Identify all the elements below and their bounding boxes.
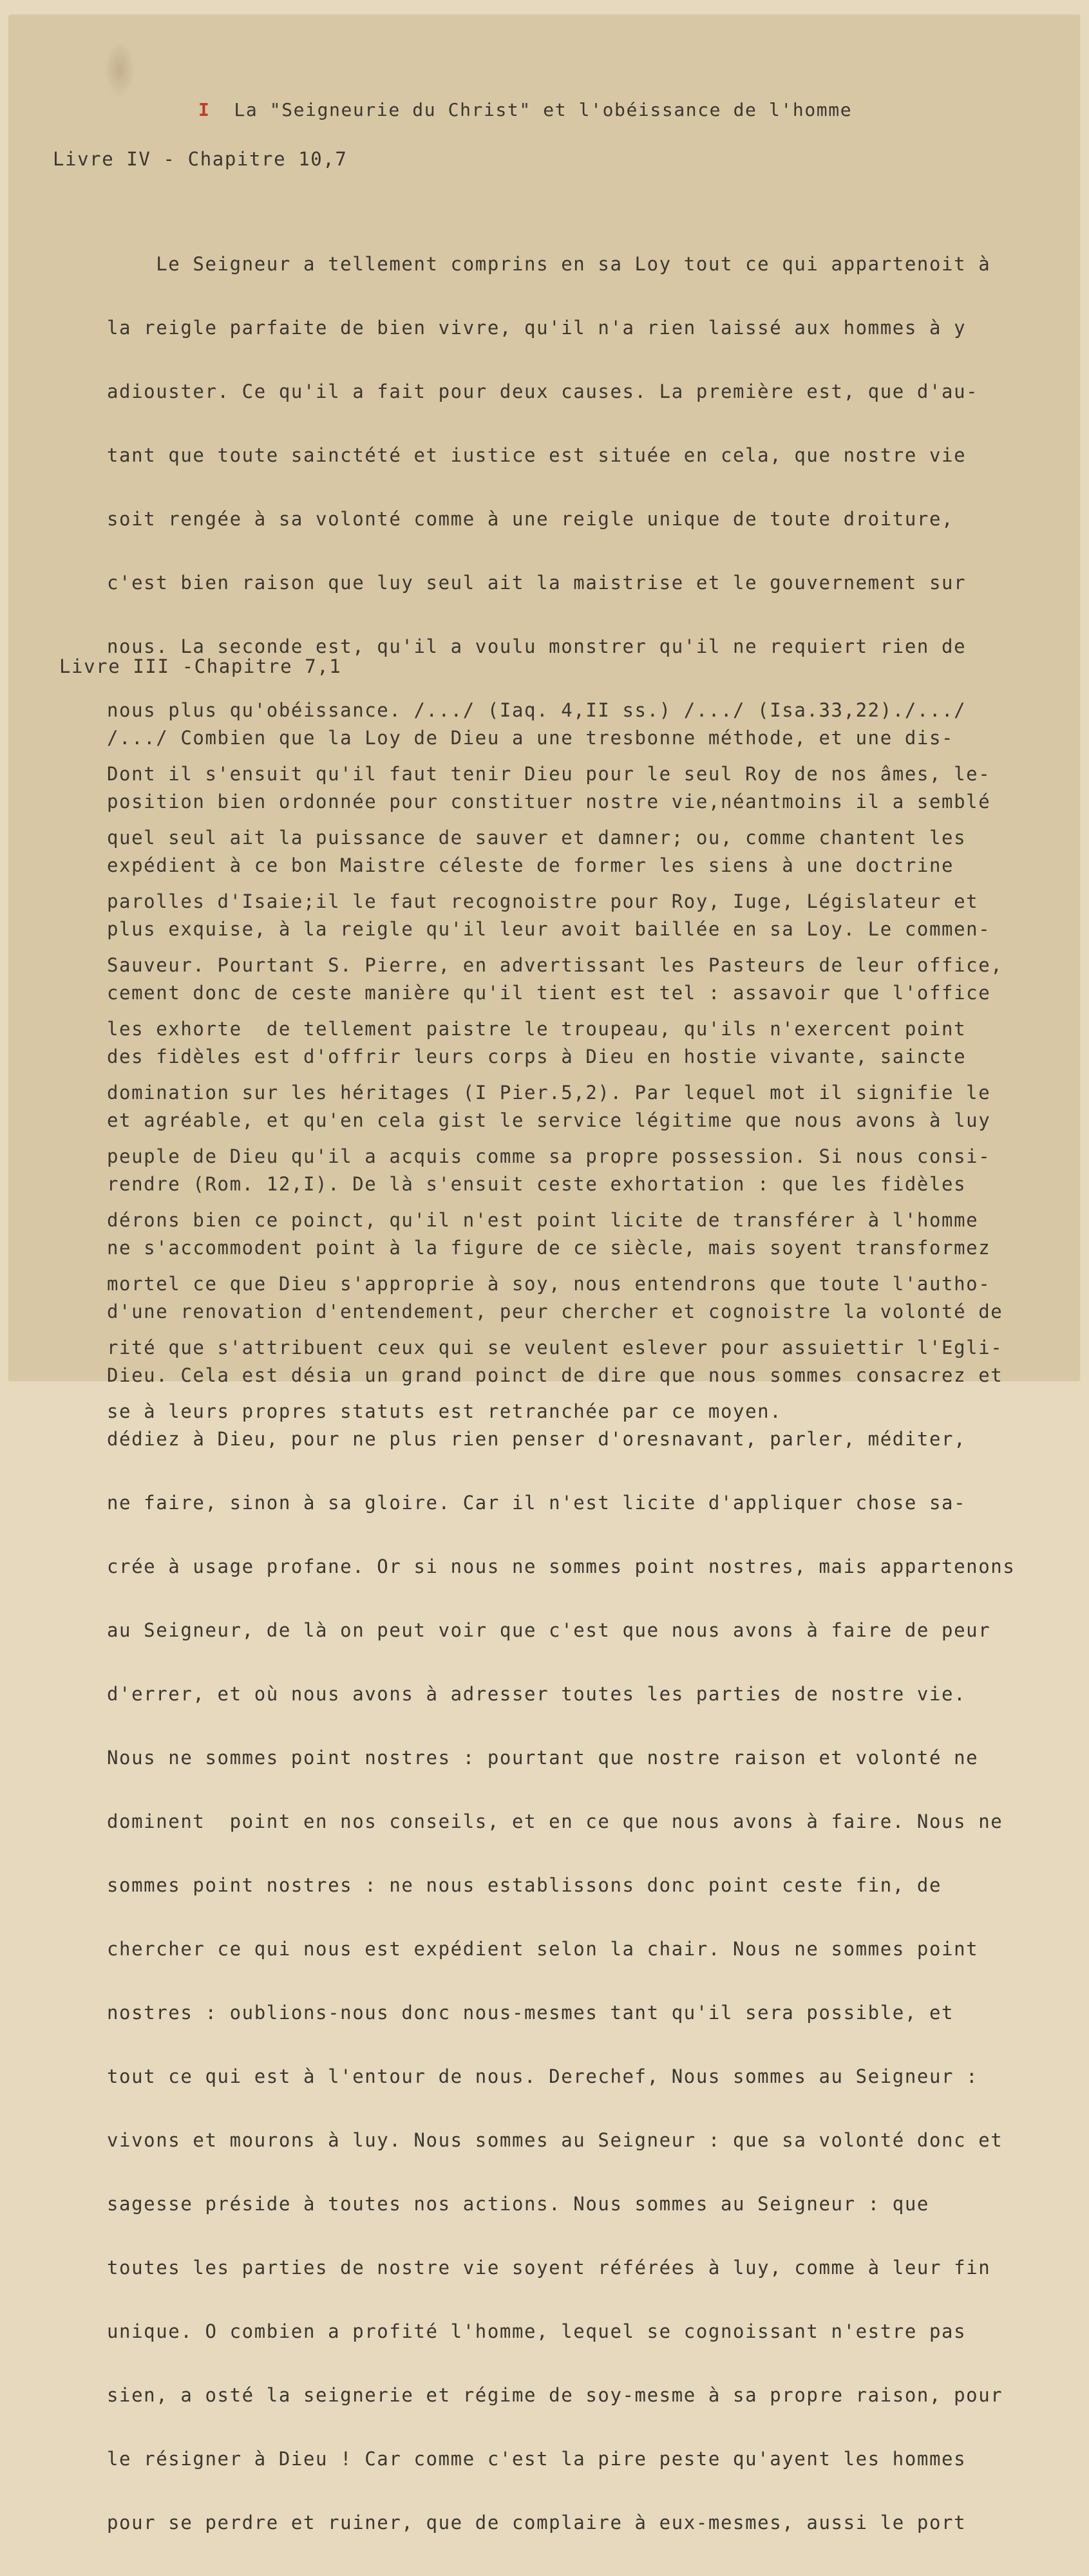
text-line: cement donc de ceste manière qu'il tient est tel : assavoir que l'office	[107, 982, 991, 1004]
text-line: dédiez à Dieu, pour ne plus rien penser d'oresnavant, parler, méditer,	[107, 1428, 967, 1450]
text-line: peuple de Dieu qu'il a acquis comme sa propre possession. Si nous consi-	[107, 1145, 991, 1167]
text-line: Nous ne sommes point nostres : pourtant que nostre raison et volonté ne	[107, 1747, 979, 1769]
text-line: sommes point nostres : ne nous establissons donc point ceste fin, de	[107, 1874, 942, 1896]
section-heading-2: Livre III -Chapitre 7,1	[59, 655, 342, 677]
text-line: plus exquise, à la reigle qu'il leur avoit baillée en sa Loy. Le commen-	[107, 918, 991, 940]
text-line: position bien ordonnée pour constituer nostre vie,néantmoins il a semblé	[107, 791, 991, 813]
text-line: tant que toute sainctété et iustice est située en cela, que nostre vie	[107, 444, 967, 466]
text-line: d'errer, et où nous avons à adresser toutes les parties de nostre vie.	[107, 1683, 967, 1705]
text-line: des fidèles est d'offrir leurs corps à Dieu en hostie vivante, saincte	[107, 1046, 967, 1067]
text-line: nous plus qu'obéissance. /.../ (Iaq. 4,II ss.) /.../ (Isa.33,22)./.../	[107, 699, 967, 721]
page-title	[198, 99, 852, 120]
text-line: tout ce qui est à l'entour de nous. Derechef, Nous sommes au Seigneur :	[107, 2065, 979, 2087]
text-line: /.../ Combien que la Loy de Dieu a une tresbonne méthode, et une dis-	[107, 727, 954, 749]
text-line: Dont il s'ensuit qu'il faut tenir Dieu pour le seul Roy de nos âmes, le-	[107, 763, 991, 785]
text-line: nostres : oublions-nous donc nous-mesmes tant qu'il sera possible, et	[107, 2002, 954, 2024]
text-line: dérons bien ce poinct, qu'il n'est point licite de transférer à l'homme	[107, 1209, 979, 1231]
text-line: domination sur les héritages (I Pier.5,2). Par lequel mot il signifie le	[107, 1082, 991, 1104]
text-line: toutes les parties de nostre vie soyent référées à luy, comme à leur fin	[107, 2257, 991, 2279]
text-line: crée à usage profane. Or si nous ne sommes point nostres, mais appartenons	[107, 1556, 1016, 1577]
text-line: et agréable, et qu'en cela gist le service légitime que nous avons à luy	[107, 1109, 991, 1131]
text-line: vivons et mourons à luy. Nous sommes au Seigneur : que sa volonté donc et	[107, 2129, 1003, 2151]
text-line: Dieu. Cela est désia un grand poinct de dire que nous sommes consacrez et	[107, 1364, 1003, 1386]
text-line: au Seigneur, de là on peut voir que c'est que nous avons à faire de peur	[107, 1619, 991, 1641]
section-body-2	[107, 685, 1015, 2576]
text-line: dominent point en nos conseils, et en ce que nous avons à faire. Nous ne	[107, 1810, 1003, 1832]
text-line: Sauveur. Pourtant S. Pierre, en advertissant les Pasteurs de leur office,	[107, 954, 1003, 976]
paper-stain	[104, 41, 135, 98]
text-line: la reigle parfaite de bien vivre, qu'il n'a rien laissé aux hommes à y	[107, 317, 967, 339]
text-line: pour se perdre et ruiner, que de complaire à eux-mesmes, aussi le port	[107, 2512, 967, 2534]
text-line: unique. O combien a profité l'homme, lequel se cognoissant n'estre pas	[107, 2320, 967, 2342]
text-line: mortel ce que Dieu s'approprie à soy, nous entendrons que toute l'autho-	[107, 1273, 991, 1295]
text-line: chercher ce qui nous est expédient selon la chair. Nous ne sommes point	[107, 1938, 979, 1960]
section-heading-1: Livre IV - Chapitre 10,7	[53, 148, 348, 170]
text-line: rendre (Rom. 12,I). De là s'ensuit ceste exhortation : que les fidèles	[107, 1173, 967, 1195]
text-line: ne s'accommodent point à la figure de ce siècle, mais soyent transformez	[107, 1237, 991, 1259]
text-line: expédient à ce bon Maistre céleste de former les siens à une doctrine	[107, 854, 954, 876]
text-line: le résigner à Dieu ! Car comme c'est la pire peste qu'ayent les hommes	[107, 2448, 967, 2470]
text-line: adiouster. Ce qu'il a fait pour deux causes. La première est, que d'au-	[107, 381, 979, 402]
text-line: d'une renovation d'entendement, peur chercher et cognoistre la volonté de	[107, 1301, 1003, 1322]
text-line: sagesse préside à toutes nos actions. Nous sommes au Seigneur : que	[107, 2193, 929, 2215]
title-roman-numeral: I	[198, 99, 211, 120]
text-line: se à leurs propres statuts est retranchée par ce moyen.	[107, 1400, 782, 1422]
text-line: nous. La seconde est, qu'il a voulu monstrer qu'il ne requiert rien de	[107, 635, 967, 657]
text-line: parolles d'Isaie;il le faut recognoistre pour Roy, Iuge, Législateur et	[107, 890, 979, 912]
text-line: les exhorte de tellement paistre le troupeau, qu'ils n'exercent point	[107, 1018, 967, 1040]
text-line: Le Seigneur a tellement comprins en sa Loy tout ce qui appartenoit à	[107, 253, 991, 275]
text-line: soit rengée à sa volonté comme à une reigle unique de toute droiture,	[107, 508, 954, 530]
text-line: rité que s'attribuent ceux qui se veulent eslever pour assuiettir l'Egli-	[107, 1337, 1003, 1359]
text-line: ne faire, sinon à sa gloire. Car il n'est licite d'appliquer chose sa-	[107, 1492, 967, 1514]
typewritten-page	[9, 15, 1079, 2534]
text-line: sien, a osté la seignerie et régime de soy-mesme à sa propre raison, pour	[107, 2384, 1003, 2406]
title-text: La "Seigneurie du Christ" et l'obéissance de l'homme	[234, 99, 853, 120]
text-line: quel seul ait la puissance de sauver et damner; ou, comme chantent les	[107, 827, 967, 849]
text-line: c'est bien raison que luy seul ait la maistrise et le gouvernement sur	[107, 572, 967, 594]
